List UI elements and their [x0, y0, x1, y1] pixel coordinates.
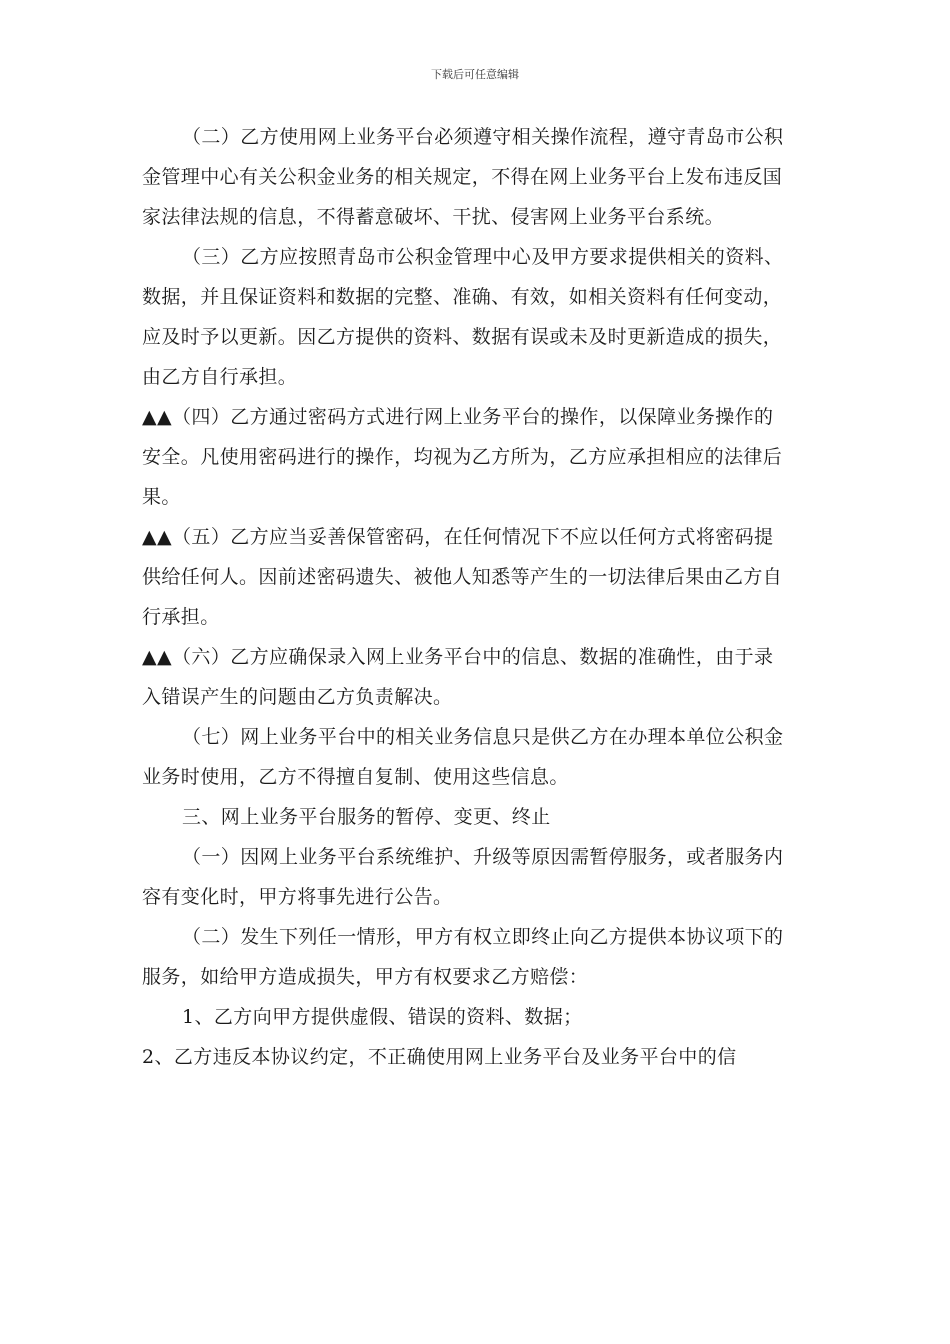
- text-line: ▲▲（六）乙方应确保录入网上业务平台中的信息、数据的准确性，由于录: [142, 646, 774, 668]
- text-line: 行承担。: [142, 606, 220, 628]
- text-line: （三）乙方应按照青岛市公积金管理中心及甲方要求提供相关的资料、: [182, 246, 784, 268]
- page-header-watermark: 下载后可任意编辑: [431, 68, 519, 81]
- text-line: 安全。凡使用密码进行的操作，均视为乙方所为，乙方应承担相应的法律后: [142, 446, 783, 468]
- list-item: 2、乙方违反本协议约定，不正确使用网上业务平台及业务平台中的信: [142, 1046, 737, 1068]
- text-line: 金管理中心有关公积金业务的相关规定，不得在网上业务平台上发布违反国: [142, 166, 783, 188]
- text-line: （七）网上业务平台中的相关业务信息只是供乙方在办理本单位公积金: [182, 726, 784, 748]
- text-line: 数据，并且保证资料和数据的完整、准确、有效，如相关资料有任何变动，: [142, 286, 783, 308]
- text-line: （二）乙方使用网上业务平台必须遵守相关操作流程，遵守青岛市公积: [182, 126, 784, 148]
- document-body: [142, 124, 784, 1070]
- text-line: ▲▲（四）乙方通过密码方式进行网上业务平台的操作，以保障业务操作的: [142, 406, 774, 428]
- text-line: （二）发生下列任一情形，甲方有权立即终止向乙方提供本协议项下的: [182, 926, 784, 948]
- text-line: 供给任何人。因前述密码遗失、被他人知悉等产生的一切法律后果由乙方自: [142, 566, 783, 588]
- text-line: 由乙方自行承担。: [142, 366, 298, 388]
- section-heading: 三、网上业务平台服务的暂停、变更、终止: [182, 806, 551, 828]
- text-line: 容有变化时，甲方将事先进行公告。: [142, 886, 453, 908]
- text-line: 入错误产生的问题由乙方负责解决。: [142, 686, 453, 708]
- text-line: 应及时予以更新。因乙方提供的资料、数据有误或未及时更新造成的损失，: [142, 326, 783, 348]
- text-line: （一）因网上业务平台系统维护、升级等原因需暂停服务，或者服务内: [182, 846, 784, 868]
- text-line: 家法律法规的信息，不得蓄意破坏、干扰、侵害网上业务平台系统。: [142, 206, 725, 228]
- list-item: 1、乙方向甲方提供虚假、错误的资料、数据；: [182, 1006, 583, 1028]
- text-line: 服务，如给甲方造成损失，甲方有权要求乙方赔偿：: [142, 966, 589, 988]
- text-line: 果。: [142, 486, 181, 508]
- text-line: ▲▲（五）乙方应当妥善保管密码，在任何情况下不应以任何方式将密码提: [142, 526, 774, 548]
- text-line: 业务时使用，乙方不得擅自复制、使用这些信息。: [142, 766, 569, 788]
